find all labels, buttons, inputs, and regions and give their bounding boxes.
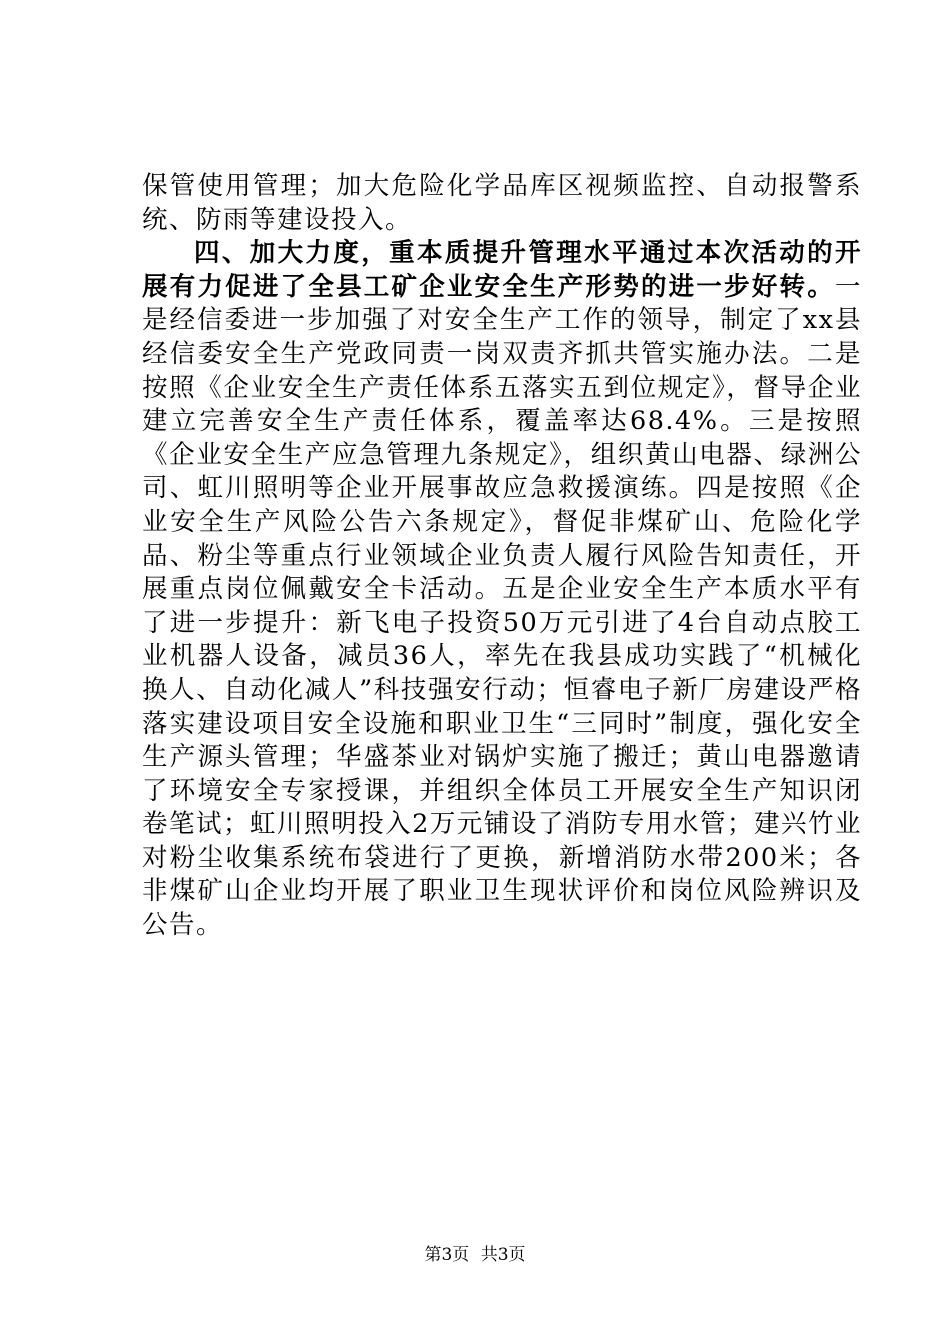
page-total: 共3页: [480, 1245, 526, 1265]
paragraph-continuation: 保管使用管理；加大危险化学品库区视频监控、自动报警系统、防雨等建设投入。: [142, 171, 862, 235]
section-heading: 四、加大力度，重本质提升管理水平通过本次活动的开展有力促进了全县工矿企业安全生产形势的进一步好转。: [142, 238, 862, 302]
page-number: 第3页: [424, 1245, 470, 1265]
section-body: 一是经信委进一步加强了对安全生产工作的领导，制定了xx县经信委安全生产党政同责一岗双责齐抓共管实施办法。二是按照《企业安全生产责任体系五落实五到位规定》，督导企业建立完善安全生产责任体系，覆盖率达68.4%。三是按照《企业安全生产应急管理九条规定》，组织黄山电器、绿洲公司、虹川照明等企业开展事故应急救援演练。四是按照《企业安全生产风险公告六条规定》，督促非煤矿山、危险化学品、粉尘等重点行业领域企业负责人履行风险告知责任，开展重点岗位佩戴安全卡活动。五是企业安全生产本质水平有了进一步提升：新飞电子投资50万元引进了4台自动点胶工业机器人设备，减员36人，率先在我县成功实践了“机械化换人、自动化减人”科技强安行动；恒睿电子新厂房建设严格落实建设项目安全设施和职业卫生“三同时”制度，强化安全生产源头管理；华盛茶业对锅炉实施了搬迁；黄山电器邀请了环境安全专家授课，并组织全体员工开展安全生产知识闭卷笔试；虹川照明投入2万元铺设了消防专用水管；建兴竹业对粉尘收集系统布袋进行了更换，新增消防水带200米；各非煤矿山企业均开展了职业卫生现状评价和岗位风险辨识及公告。: [142, 271, 862, 941]
paragraph-section-four: [142, 237, 862, 942]
page-footer: [0, 1244, 950, 1266]
document-body: [142, 170, 862, 943]
